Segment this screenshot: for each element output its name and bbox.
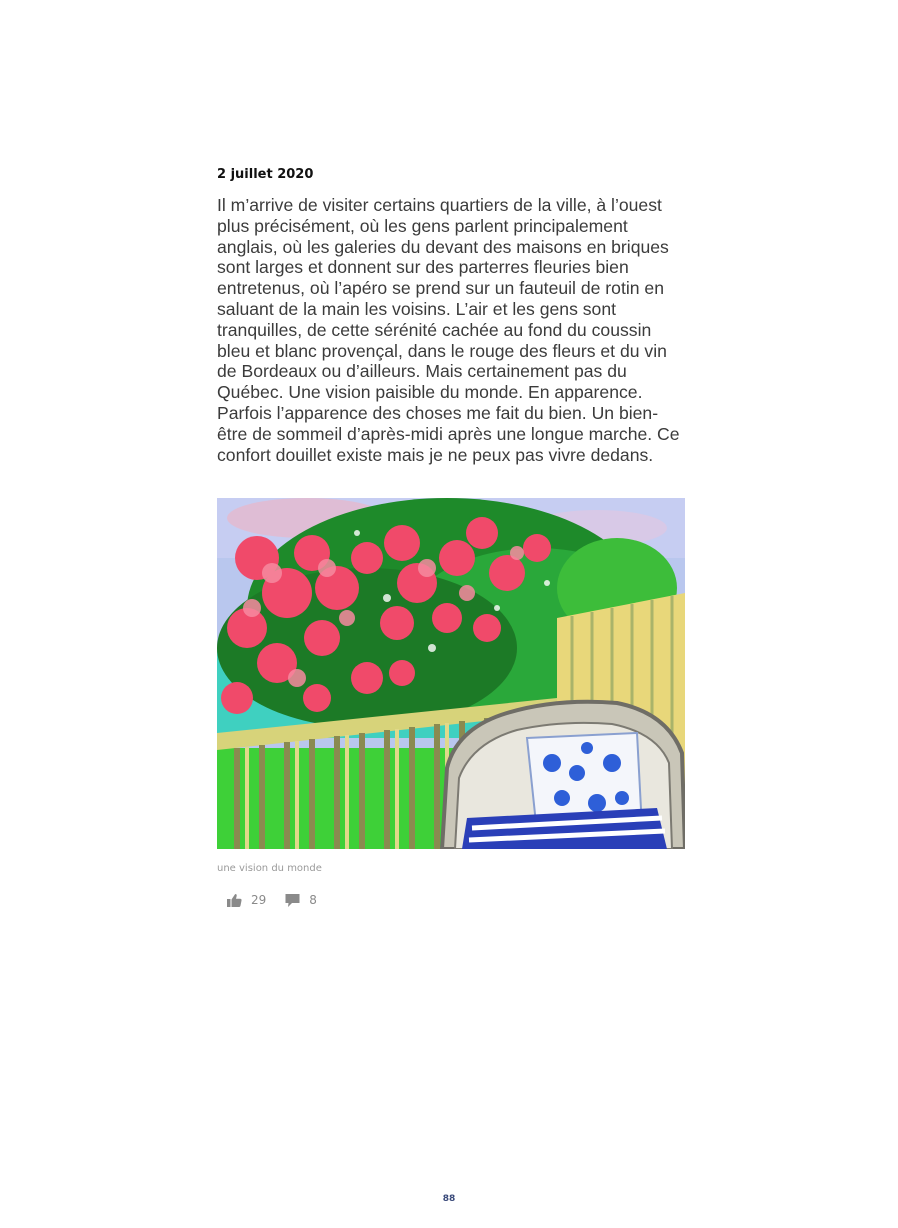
comment-count: 8 bbox=[309, 893, 317, 907]
like-count: 29 bbox=[251, 893, 267, 907]
page-number: 88 bbox=[442, 1194, 456, 1204]
reactions-bar bbox=[226, 890, 317, 910]
post-date: 2 juillet 2020 bbox=[217, 167, 314, 182]
speech-bubble-icon bbox=[284, 892, 301, 909]
image-caption: une vision du monde bbox=[217, 863, 322, 874]
post-painting bbox=[217, 498, 685, 849]
like-button[interactable] bbox=[226, 892, 266, 909]
post-body: Il m’arrive de visiter certains quartiers de la ville, à l’ouest plus précisément, où les gens parlent principalement anglais, où les galeries du devant des maisons en briques sont larges et donnent sur des parterres fleuries bien entretenus, où l’apéro se prend sur un fauteuil de rotin en saluant de la main les voisins. L’air et les gens sont tranquilles, de cette sérénité cachée au fond du coussin bleu et blanc provençal, dans le rouge des fleurs et du vin de Bordeaux ou d’ailleurs. Mais certainement pas du Québec. Une vision paisible du monde. En apparence. Parfois l’apparence des choses me fait du bien. Un bien-être de sommeil d’après-midi après une longue marche. Ce confort douillet existe mais je ne peux pas vivre dedans. bbox=[217, 195, 680, 465]
post bbox=[217, 166, 687, 465]
thumbs-up-icon bbox=[226, 892, 243, 909]
comment-button[interactable] bbox=[284, 892, 317, 909]
